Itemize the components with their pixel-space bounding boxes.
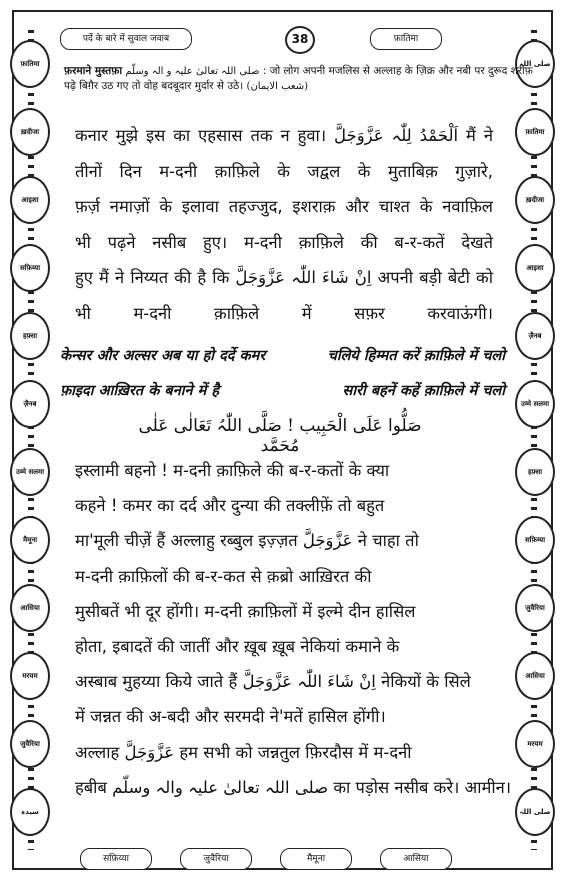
text-line: अस्बाब मुहय्या किये जाते हैं اِنْ شَاءَ اللّٰہ عَزَّوَجَلَّ नेकियों के सिले (75, 672, 471, 692)
border-medallion: मैमूना (10, 516, 50, 564)
border-medallion: ज़ैनब (515, 312, 555, 360)
farmaan-line-2 (64, 79, 504, 94)
border-medallion: हफ़्सा (10, 312, 50, 360)
page-footer (80, 848, 485, 870)
text-line: म-दनी क़ाफ़िलों की ब-र-कत से क़ब्रो आख़िरत की (75, 566, 372, 586)
text-line: मुसीबतें भी दूर होंगी। म-दनी क़ाफ़िलों में इल्मे दीन हासिल (75, 601, 416, 621)
poem-verse-2 (60, 380, 505, 400)
farmaan-box (64, 64, 533, 94)
footer-name-badge: सफ़िय्या (80, 848, 152, 870)
farmaan-arabic: صلی اللہ تعالیٰ علیہ و الہ وسلّم (125, 66, 260, 77)
border-medallion: سیدہ (10, 788, 50, 836)
border-medallion: आसिया (10, 584, 50, 632)
poem-hemistich: चलिये हिम्मत करें क़ाफ़िले में चलो (327, 348, 505, 364)
border-medallion: आसिया (515, 652, 555, 700)
page-header (60, 28, 505, 50)
border-medallion: हफ़्सा (515, 448, 555, 496)
border-medallion: ख़दीजा (515, 176, 555, 224)
text-line: में जन्नत की अ-बदी और सरमदी ने'मतें हासिल होंगी। (75, 707, 386, 727)
farmaan-label: फ़रमाने मुस्तफ़ा (64, 65, 123, 77)
farmaan-source: (شعب الایمان) (246, 81, 308, 92)
border-medallion: फ़ातिमा (10, 40, 50, 88)
border-medallion: आइशा (515, 244, 555, 292)
border-medallion: मरयम (515, 720, 555, 768)
footer-name-badge: आसिया (380, 848, 452, 870)
text-line: भी म-दनी क़ाफ़िले में सफ़र करवाऊंगी। (75, 303, 493, 323)
farmaan-line-1 (64, 64, 533, 79)
salawat-line: صَلُّوا عَلَی الْحَبِیب ! صَلَّی اللّٰہُ تَعَالٰی عَلٰی مُحَمَّد (138, 416, 422, 456)
border-medallion: सफ़िय्या (515, 516, 555, 564)
text-line: कनार मुझे इस का एहसास तक न हुवा। اَلْحَمْدُ لِلّٰہ عَزَّوَجَلَّ मैं ने (75, 126, 493, 145)
border-medallion: उम्मे सलमा (10, 448, 50, 496)
paragraph-1 (75, 118, 493, 331)
text-line: कहने ! कमर का दर्द और दुन्या की तक्लीफ़ें तो बहुत (75, 496, 385, 516)
text-line: हबीब صلی اللہ تعالیٰ علیہ والہ وسلّم का पड़ोस नसीब करे। आमीन। (75, 777, 512, 797)
farmaan-text-2: पढ़े बिग़ैर उठ गए तो वोह बदबूदार मुर्दार से उठे। (64, 80, 244, 92)
poem-hemistich: सारी बहनें कहें क़ाफ़िले में चलो (342, 383, 505, 399)
border-medallion: ज़ैनब (10, 380, 50, 428)
text-line: इस्लामी बहनो ! म-दनी क़ाफ़िले की ब-र-कतों के क्या (75, 461, 390, 480)
text-line: फ़र्ज़ नमाज़ों के इलावा तहज्जुद, इशराक़ और चाश्त के नवाफ़िल (75, 197, 493, 216)
border-medallion: जुवैरिया (515, 584, 555, 632)
poem-hemistich: फ़ाइदा आख़िरत के बनाने में है (60, 383, 220, 399)
border-medallion: फ़ातिमा (515, 108, 555, 156)
border-medallion: ख़दीजा (10, 108, 50, 156)
border-medallion: सफ़िय्या (10, 244, 50, 292)
text-line: हुए मैं ने निय्यत की है कि اِنْ شَاءَ اللّٰہ عَزَّوَجَلَّ अपनी बड़ी बेटी को (75, 268, 493, 287)
text-line: होता, इबादतें की जातीं और ख़ूब ख़ूब नेकियां कमाने के (75, 637, 400, 657)
header-name-badge: फ़ातिमा (370, 28, 442, 50)
poem-hemistich: केन्सर और अल्सर अब या हो दर्दे कमर (60, 348, 266, 364)
header-book-title: पर्दे के बारे में सुवाल जवाब (60, 28, 192, 50)
border-medallion: जुवैरिया (10, 720, 50, 768)
border-medallion: صلی اللہ (515, 40, 555, 88)
border-medallion: मरयम (10, 652, 50, 700)
border-medallion: आइशा (10, 176, 50, 224)
page-number: 38 (285, 26, 315, 54)
footer-name-badge: मैमूना (280, 848, 352, 870)
footer-name-badge: जुवैरिया (180, 848, 252, 870)
farmaan-text-1: : जो लोग अपनी मजलिस से अल्लाह के ज़िक्र और नबी पर दुरूद शरीफ़ (262, 65, 533, 77)
text-line: मा'मूली चीज़ें हैं अल्लाहु रब्बुल इज़्ज़त عَزَّوَجَلَّ ने चाहा तो (75, 531, 419, 551)
text-line: अल्लाह عَزَّوَجَلَّ हम सभी को जन्नतुल फ़िरदौस में म-दनी (75, 742, 412, 762)
border-medallion: صلی اللہ (515, 788, 555, 836)
paragraph-2 (75, 453, 512, 805)
border-medallion: उम्मे सलमा (515, 380, 555, 428)
text-line: तीनों दिन म-दनी क़ाफ़िले के जद्वल के मुताबिक़ गुज़ारे, (75, 161, 493, 181)
poem-verse-1 (60, 345, 505, 365)
text-line: भी पढ़ने नसीब हुए। म-दनी क़ाफ़िले की ब-र-कतें देखते (75, 232, 493, 252)
